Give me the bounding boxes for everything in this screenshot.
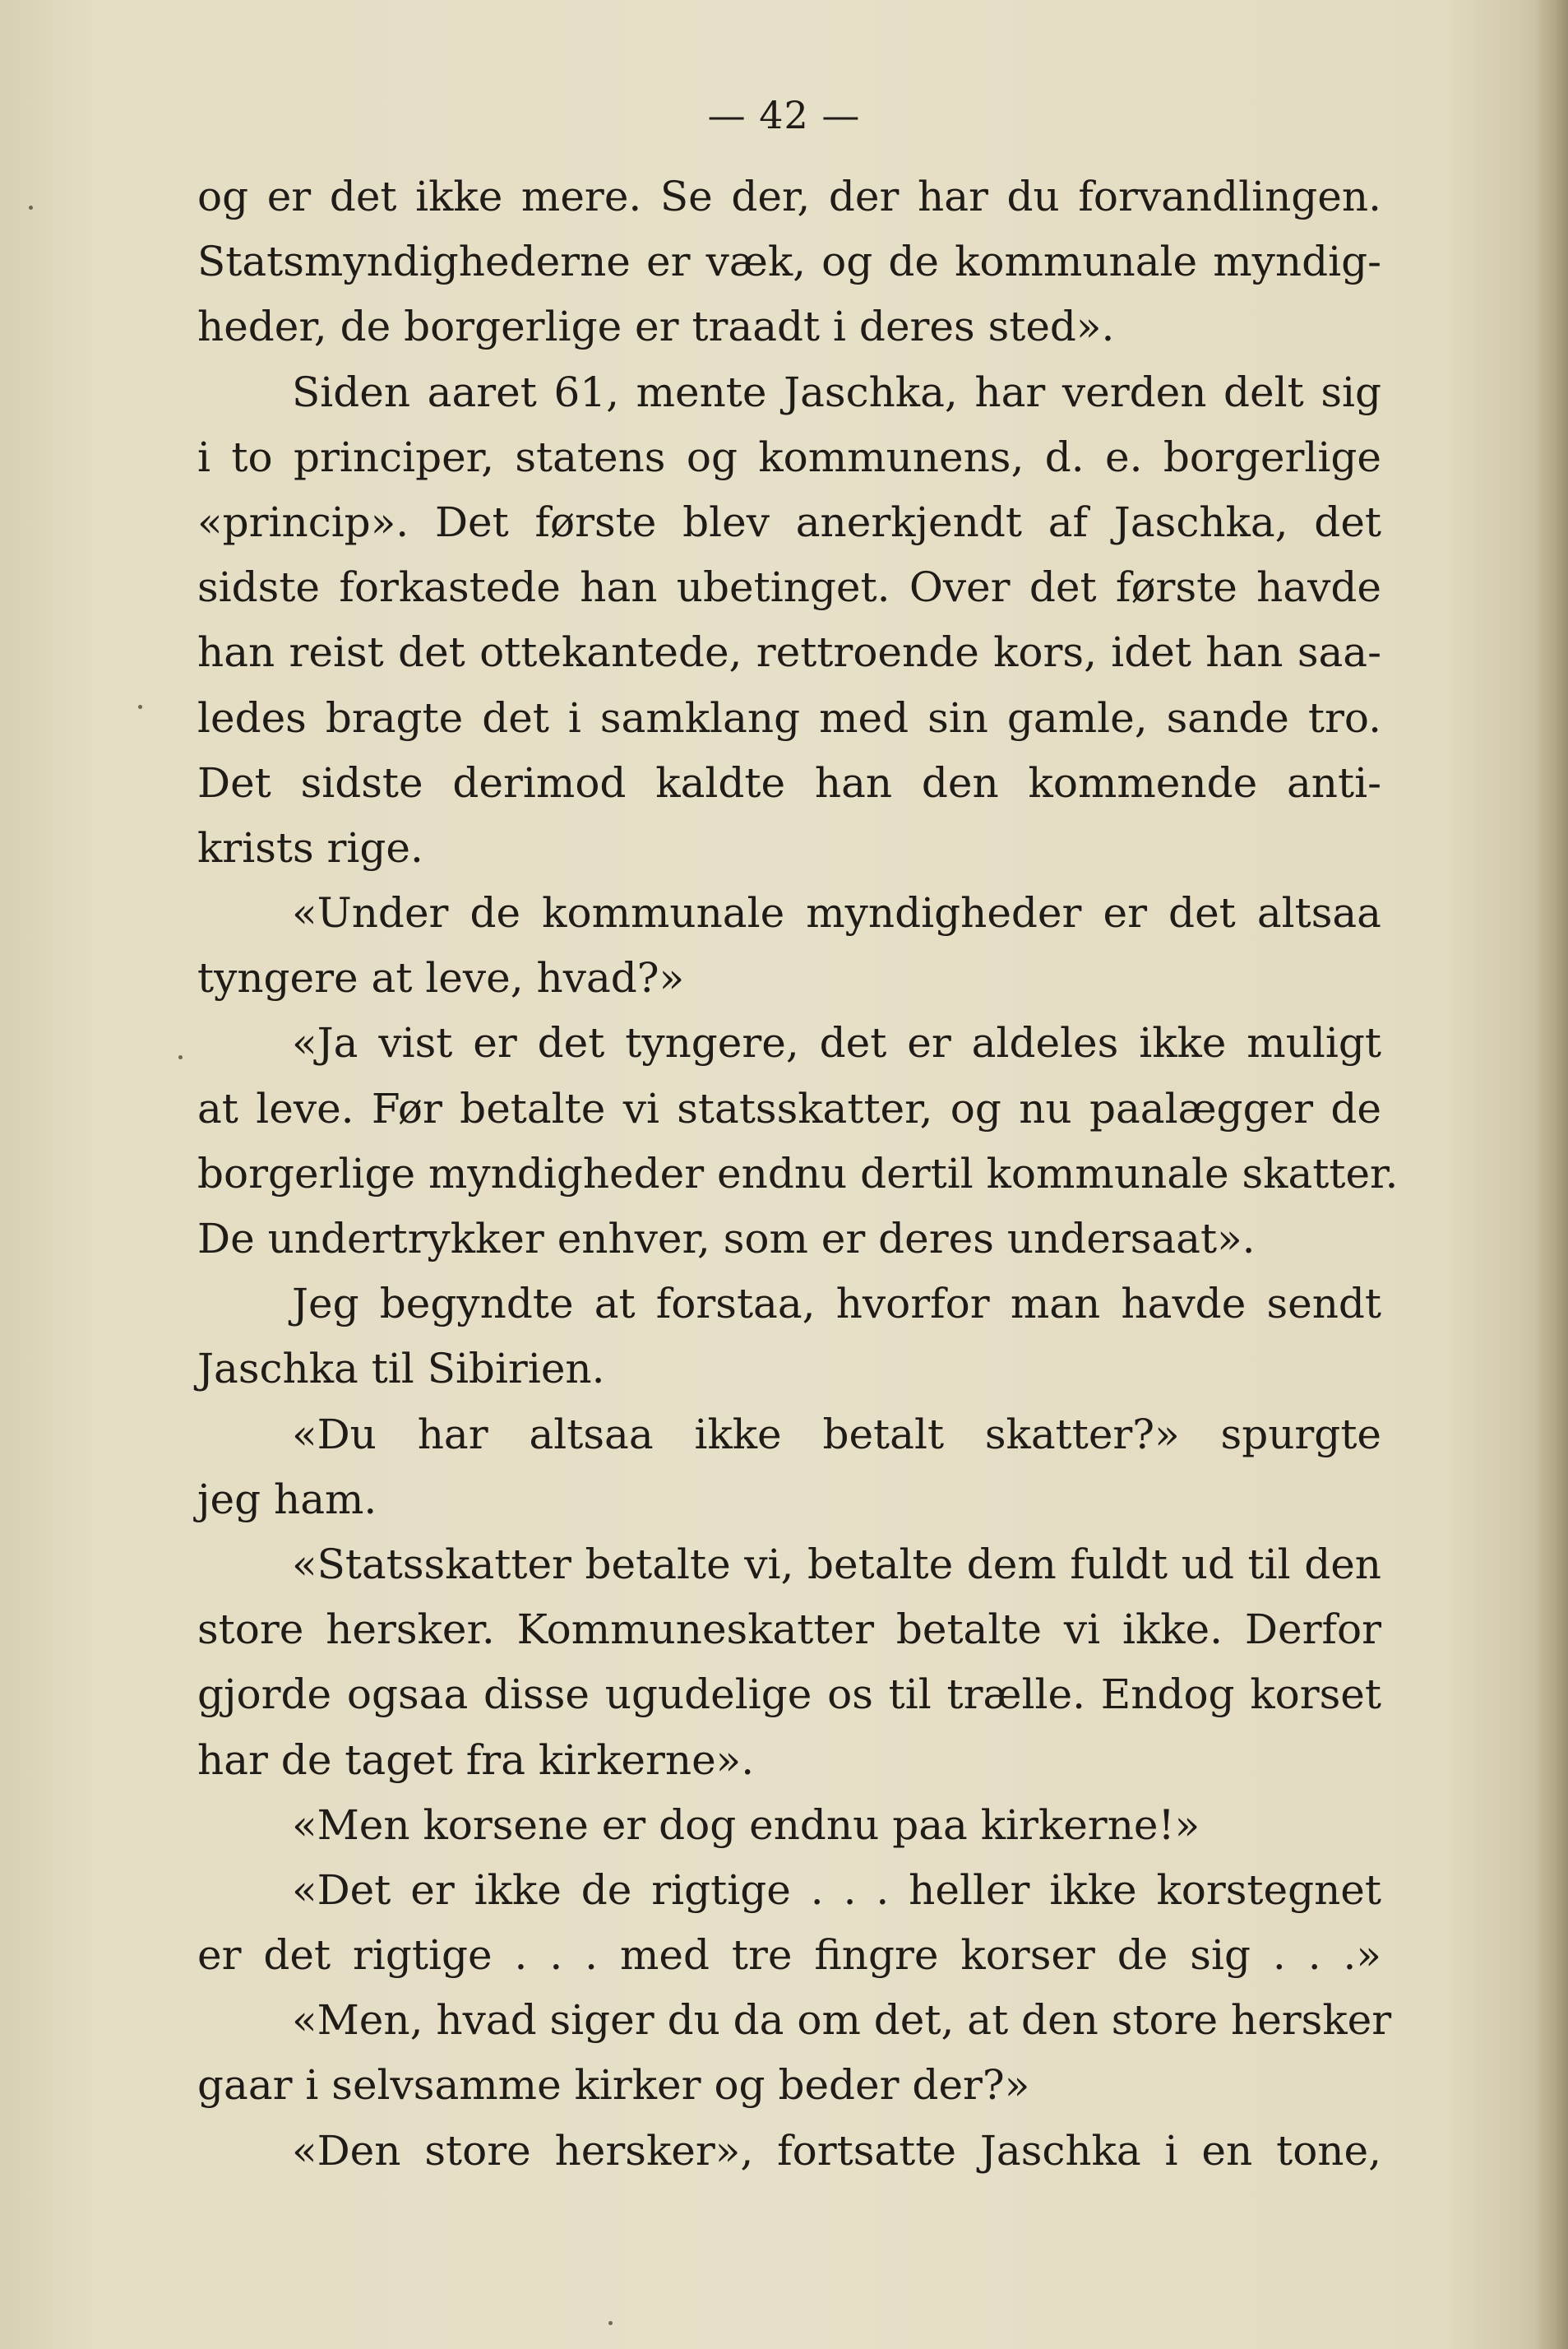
print-speck [29,206,33,210]
text-line: De undertrykker enhver, som er deres undersaat». [197,1215,1256,1263]
text-line: Jaschka til Sibirien. [197,1345,605,1393]
text-line: gjorde ogsaa disse ugudelige os til trælle. Endog korset [197,1670,1381,1719]
text-line: og er det ikke mere. Se der, der har du forvandlingen. [197,173,1381,220]
text-line: «Statsskatter betalte vi, betalte dem fuldt ud til den [292,1540,1381,1588]
text-line: han reist det ottekantede, rettroende kors, idet han saa- [197,628,1381,677]
print-speck [608,2321,613,2325]
text-line: ledes bragte det i samklang med sin gamle, sande tro. [197,693,1381,742]
page-edge-shadow [1535,0,1568,2349]
text-line: «Men korsene er dog endnu paa kirkerne!» [292,1800,1200,1849]
text-line: heder, de borgerlige er traadt i deres sted». [197,303,1115,351]
text-line: i to principer, statens og kommunens, d. e. borgerlige [197,433,1381,481]
text-line: tyngere at leve, hvad?» [197,954,685,1003]
text-line: «princip». Det første blev anerkjendt af Jaschka, det [197,498,1381,546]
text-line: «Under de kommunale myndigheder er det altsaa [292,889,1381,938]
text-line: gaar i selvsamme kirker og beder der?» [197,2061,1030,2110]
print-speck [138,705,142,709]
text-line: store hersker. Kommuneskatter betalte vi ikke. Derfor [197,1605,1381,1654]
text-line: borgerlige myndigheder endnu dertil kommunale skatter. [197,1149,1399,1198]
text-line: er det rigtige . . . med tre fingre korser de sig . . .» [197,1931,1381,1980]
text-line: Statsmyndighederne er væk, og de kommunale myndig- [197,238,1381,286]
text-line: «Men, hvad siger du da om det, at den store hersker [292,1996,1392,2045]
text-line: sidste forkastede han ubetinget. Over det første havde [197,563,1381,612]
text-line: krists rige. [197,823,423,872]
page-number: — 42 — [707,93,861,137]
text-line: har de taget fra kirkerne». [197,1735,755,1784]
text-line: Det sidste derimod kaldte han den kommende anti- [197,758,1381,807]
text-line: Jeg begyndte at forstaa, hvorfor man havde sendt [292,1280,1381,1328]
body-text [197,164,1399,2184]
print-speck [178,1055,183,1059]
text-line: «Den store hersker», fortsatte Jaschka i en tone, [292,2126,1381,2175]
text-line: «Det er ikke de rigtige . . . heller ikke korstegnet [292,1865,1381,1914]
text-line: Siden aaret 61, mente Jaschka, har verden delt sig [292,368,1381,416]
text-line: «Du har altsaa ikke betalt skatter?» spurgte [292,1410,1381,1458]
text-line: jeg ham. [197,1475,377,1523]
text-line: at leve. Før betalte vi statsskatter, og nu paalægger de [197,1084,1381,1133]
text-line: «Ja vist er det tyngere, det er aldeles ikke muligt [292,1019,1381,1068]
